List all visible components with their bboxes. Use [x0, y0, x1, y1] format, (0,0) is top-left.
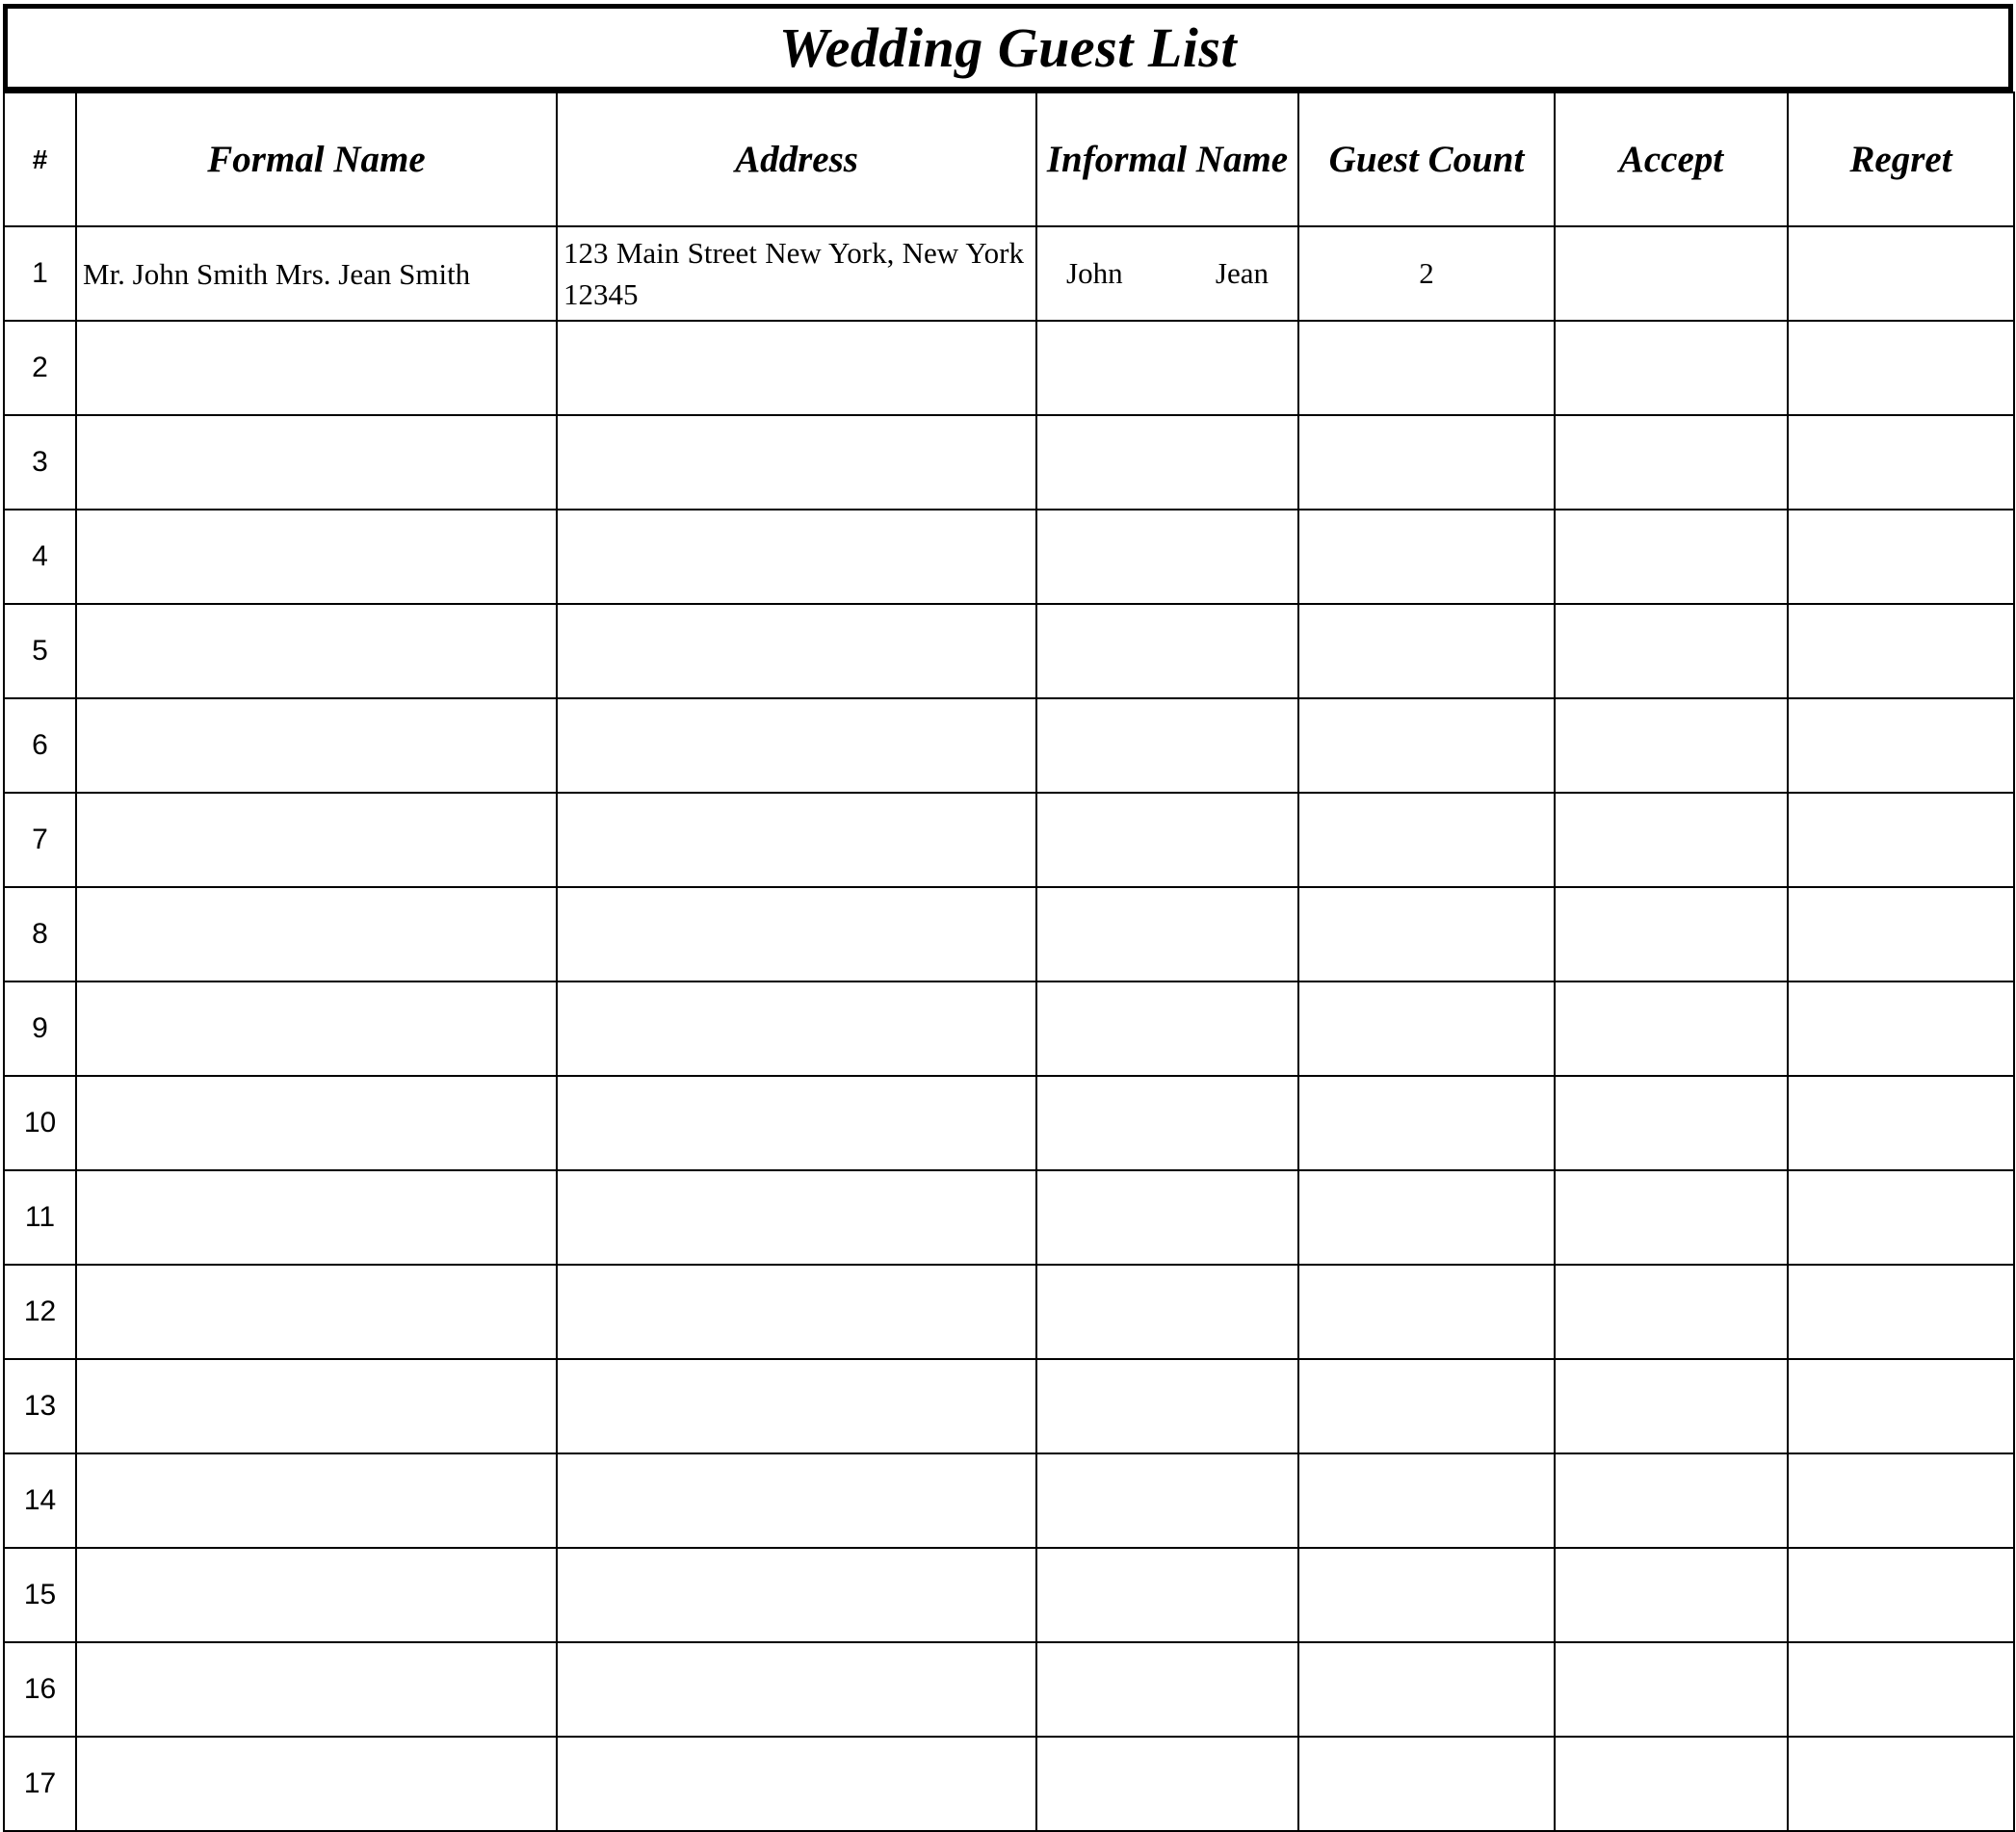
informal-name-first: John: [1066, 256, 1123, 290]
accept-cell[interactable]: [1555, 226, 1788, 321]
regret-cell[interactable]: [1788, 1737, 2014, 1831]
regret-cell[interactable]: [1788, 981, 2014, 1076]
column-header-number: #: [4, 92, 76, 226]
formal-name-cell[interactable]: [76, 321, 557, 415]
formal-name-cell[interactable]: [76, 1737, 557, 1831]
accept-cell[interactable]: [1555, 1170, 1788, 1265]
row-number: 7: [4, 793, 76, 887]
guest-count-cell[interactable]: [1298, 1265, 1555, 1359]
guest-count-cell[interactable]: [1298, 698, 1555, 793]
accept-cell[interactable]: [1555, 1359, 1788, 1453]
address-cell[interactable]: [557, 510, 1036, 604]
accept-cell[interactable]: [1555, 1548, 1788, 1642]
row-number: 13: [4, 1359, 76, 1453]
address-cell[interactable]: [557, 1548, 1036, 1642]
column-header-regret: Regret: [1788, 92, 2014, 226]
address-cell[interactable]: [557, 321, 1036, 415]
row-number: 15: [4, 1548, 76, 1642]
row-number: 11: [4, 1170, 76, 1265]
informal-name-cell[interactable]: [1036, 1642, 1298, 1737]
guest-count-cell[interactable]: [1298, 1359, 1555, 1453]
address-cell[interactable]: [557, 887, 1036, 981]
regret-cell[interactable]: [1788, 226, 2014, 321]
informal-name-cell[interactable]: [1036, 1737, 1298, 1831]
row-number: 9: [4, 981, 76, 1076]
table-row: [4, 510, 2014, 604]
table-row: [4, 1548, 2014, 1642]
informal-name-cell[interactable]: [1036, 1359, 1298, 1453]
formal-name-cell[interactable]: [76, 1359, 557, 1453]
row-number: 6: [4, 698, 76, 793]
guest-table: [3, 92, 2015, 1832]
regret-cell[interactable]: [1788, 1548, 2014, 1642]
column-header-formal-name: Formal Name: [76, 92, 557, 226]
row-number: 1: [4, 226, 76, 321]
guest-count-cell[interactable]: [1298, 321, 1555, 415]
guest-count-cell[interactable]: [1298, 1642, 1555, 1737]
regret-cell[interactable]: [1788, 1076, 2014, 1170]
guest-count-cell[interactable]: [1298, 1548, 1555, 1642]
table-row: [4, 1076, 2014, 1170]
accept-cell[interactable]: [1555, 698, 1788, 793]
informal-name-cell[interactable]: [1036, 321, 1298, 415]
guest-count-cell[interactable]: [1298, 981, 1555, 1076]
guest-count-cell[interactable]: 2: [1298, 226, 1555, 321]
table-row: [4, 887, 2014, 981]
row-number: 12: [4, 1265, 76, 1359]
formal-name-cell[interactable]: [76, 698, 557, 793]
table-row: [4, 1359, 2014, 1453]
table-row: [4, 415, 2014, 510]
formal-name-cell[interactable]: [76, 510, 557, 604]
informal-name-cell[interactable]: [1036, 1170, 1298, 1265]
row-number: 10: [4, 1076, 76, 1170]
regret-cell[interactable]: [1788, 415, 2014, 510]
address-cell[interactable]: [557, 1359, 1036, 1453]
regret-cell[interactable]: [1788, 604, 2014, 698]
address-cell[interactable]: [557, 793, 1036, 887]
formal-name-cell[interactable]: [76, 604, 557, 698]
address-cell[interactable]: [557, 415, 1036, 510]
table-row: [4, 321, 2014, 415]
guest-count-cell[interactable]: [1298, 887, 1555, 981]
formal-name-cell[interactable]: [76, 1076, 557, 1170]
address-cell[interactable]: 123 Main Street New York, New York 12345: [557, 226, 1036, 321]
table-row: [4, 698, 2014, 793]
guest-list-sheet: [3, 4, 2013, 1832]
address-cell[interactable]: [557, 1265, 1036, 1359]
informal-name-second: Jean: [1215, 256, 1269, 290]
table-row: [4, 1265, 2014, 1359]
informal-name-cell[interactable]: [1036, 1453, 1298, 1548]
guest-count-cell[interactable]: [1298, 1453, 1555, 1548]
informal-name-cell[interactable]: [1036, 698, 1298, 793]
accept-cell[interactable]: [1555, 887, 1788, 981]
regret-cell[interactable]: [1788, 1265, 2014, 1359]
column-header-accept: Accept: [1555, 92, 1788, 226]
row-number: 5: [4, 604, 76, 698]
formal-name-cell[interactable]: [76, 1642, 557, 1737]
guest-count-cell[interactable]: [1298, 510, 1555, 604]
address-cell[interactable]: [557, 1642, 1036, 1737]
formal-name-cell[interactable]: [76, 793, 557, 887]
informal-name-cell[interactable]: [1036, 887, 1298, 981]
column-header-guest-count: Guest Count: [1298, 92, 1555, 226]
row-number: 4: [4, 510, 76, 604]
table-row: [4, 793, 2014, 887]
regret-cell[interactable]: [1788, 887, 2014, 981]
address-cell[interactable]: [557, 1453, 1036, 1548]
row-number: 2: [4, 321, 76, 415]
accept-cell[interactable]: [1555, 604, 1788, 698]
formal-name-cell[interactable]: [76, 415, 557, 510]
table-row: [4, 981, 2014, 1076]
accept-cell[interactable]: [1555, 415, 1788, 510]
informal-name-cell[interactable]: [1036, 793, 1298, 887]
formal-name-cell[interactable]: [76, 1548, 557, 1642]
regret-cell[interactable]: [1788, 793, 2014, 887]
table-row: [4, 226, 2014, 321]
column-header-informal-name: Informal Name: [1036, 92, 1298, 226]
row-number: 16: [4, 1642, 76, 1737]
regret-cell[interactable]: [1788, 1642, 2014, 1737]
regret-cell[interactable]: [1788, 321, 2014, 415]
informal-name-cell[interactable]: [1036, 510, 1298, 604]
regret-cell[interactable]: [1788, 1453, 2014, 1548]
accept-cell[interactable]: [1555, 1076, 1788, 1170]
regret-cell[interactable]: [1788, 698, 2014, 793]
address-cell[interactable]: [557, 604, 1036, 698]
column-header-address: Address: [557, 92, 1036, 226]
accept-cell[interactable]: [1555, 1737, 1788, 1831]
informal-name-cell[interactable]: [1036, 981, 1298, 1076]
accept-cell[interactable]: [1555, 1642, 1788, 1737]
guest-count-cell[interactable]: [1298, 793, 1555, 887]
formal-name-cell[interactable]: [76, 981, 557, 1076]
row-number: 3: [4, 415, 76, 510]
formal-name-cell[interactable]: [76, 1265, 557, 1359]
guest-count-cell[interactable]: [1298, 1737, 1555, 1831]
informal-name-cell[interactable]: [1036, 226, 1298, 321]
table-row: [4, 1642, 2014, 1737]
accept-cell[interactable]: [1555, 321, 1788, 415]
regret-cell[interactable]: [1788, 1170, 2014, 1265]
informal-name-cell[interactable]: [1036, 1076, 1298, 1170]
table-row: [4, 1453, 2014, 1548]
accept-cell[interactable]: [1555, 981, 1788, 1076]
formal-name-cell[interactable]: [76, 1453, 557, 1548]
informal-name-cell[interactable]: [1036, 1548, 1298, 1642]
informal-name-cell[interactable]: [1036, 604, 1298, 698]
address-cell[interactable]: [557, 981, 1036, 1076]
row-number: 8: [4, 887, 76, 981]
page-title: Wedding Guest List: [778, 16, 1238, 79]
accept-cell[interactable]: [1555, 1453, 1788, 1548]
informal-name-cell[interactable]: [1036, 1265, 1298, 1359]
formal-name-cell[interactable]: [76, 887, 557, 981]
regret-cell[interactable]: [1788, 1359, 2014, 1453]
table-row: [4, 604, 2014, 698]
formal-name-cell[interactable]: [76, 1170, 557, 1265]
address-cell[interactable]: [557, 1737, 1036, 1831]
guest-count-cell[interactable]: [1298, 415, 1555, 510]
guest-rows: [4, 226, 2014, 1831]
informal-name-cell[interactable]: [1036, 415, 1298, 510]
accept-cell[interactable]: [1555, 510, 1788, 604]
guest-count-cell[interactable]: [1298, 604, 1555, 698]
table-row: [4, 1737, 2014, 1831]
address-cell[interactable]: [557, 1170, 1036, 1265]
address-cell[interactable]: [557, 1076, 1036, 1170]
title-banner: [3, 4, 2013, 92]
guest-count-cell[interactable]: [1298, 1170, 1555, 1265]
accept-cell[interactable]: [1555, 793, 1788, 887]
row-number: 14: [4, 1453, 76, 1548]
guest-count-cell[interactable]: [1298, 1076, 1555, 1170]
formal-name-cell[interactable]: Mr. John Smith Mrs. Jean Smith: [76, 226, 557, 321]
address-cell[interactable]: [557, 698, 1036, 793]
header-row: [4, 92, 2014, 226]
row-number: 17: [4, 1737, 76, 1831]
regret-cell[interactable]: [1788, 510, 2014, 604]
accept-cell[interactable]: [1555, 1265, 1788, 1359]
table-row: [4, 1170, 2014, 1265]
